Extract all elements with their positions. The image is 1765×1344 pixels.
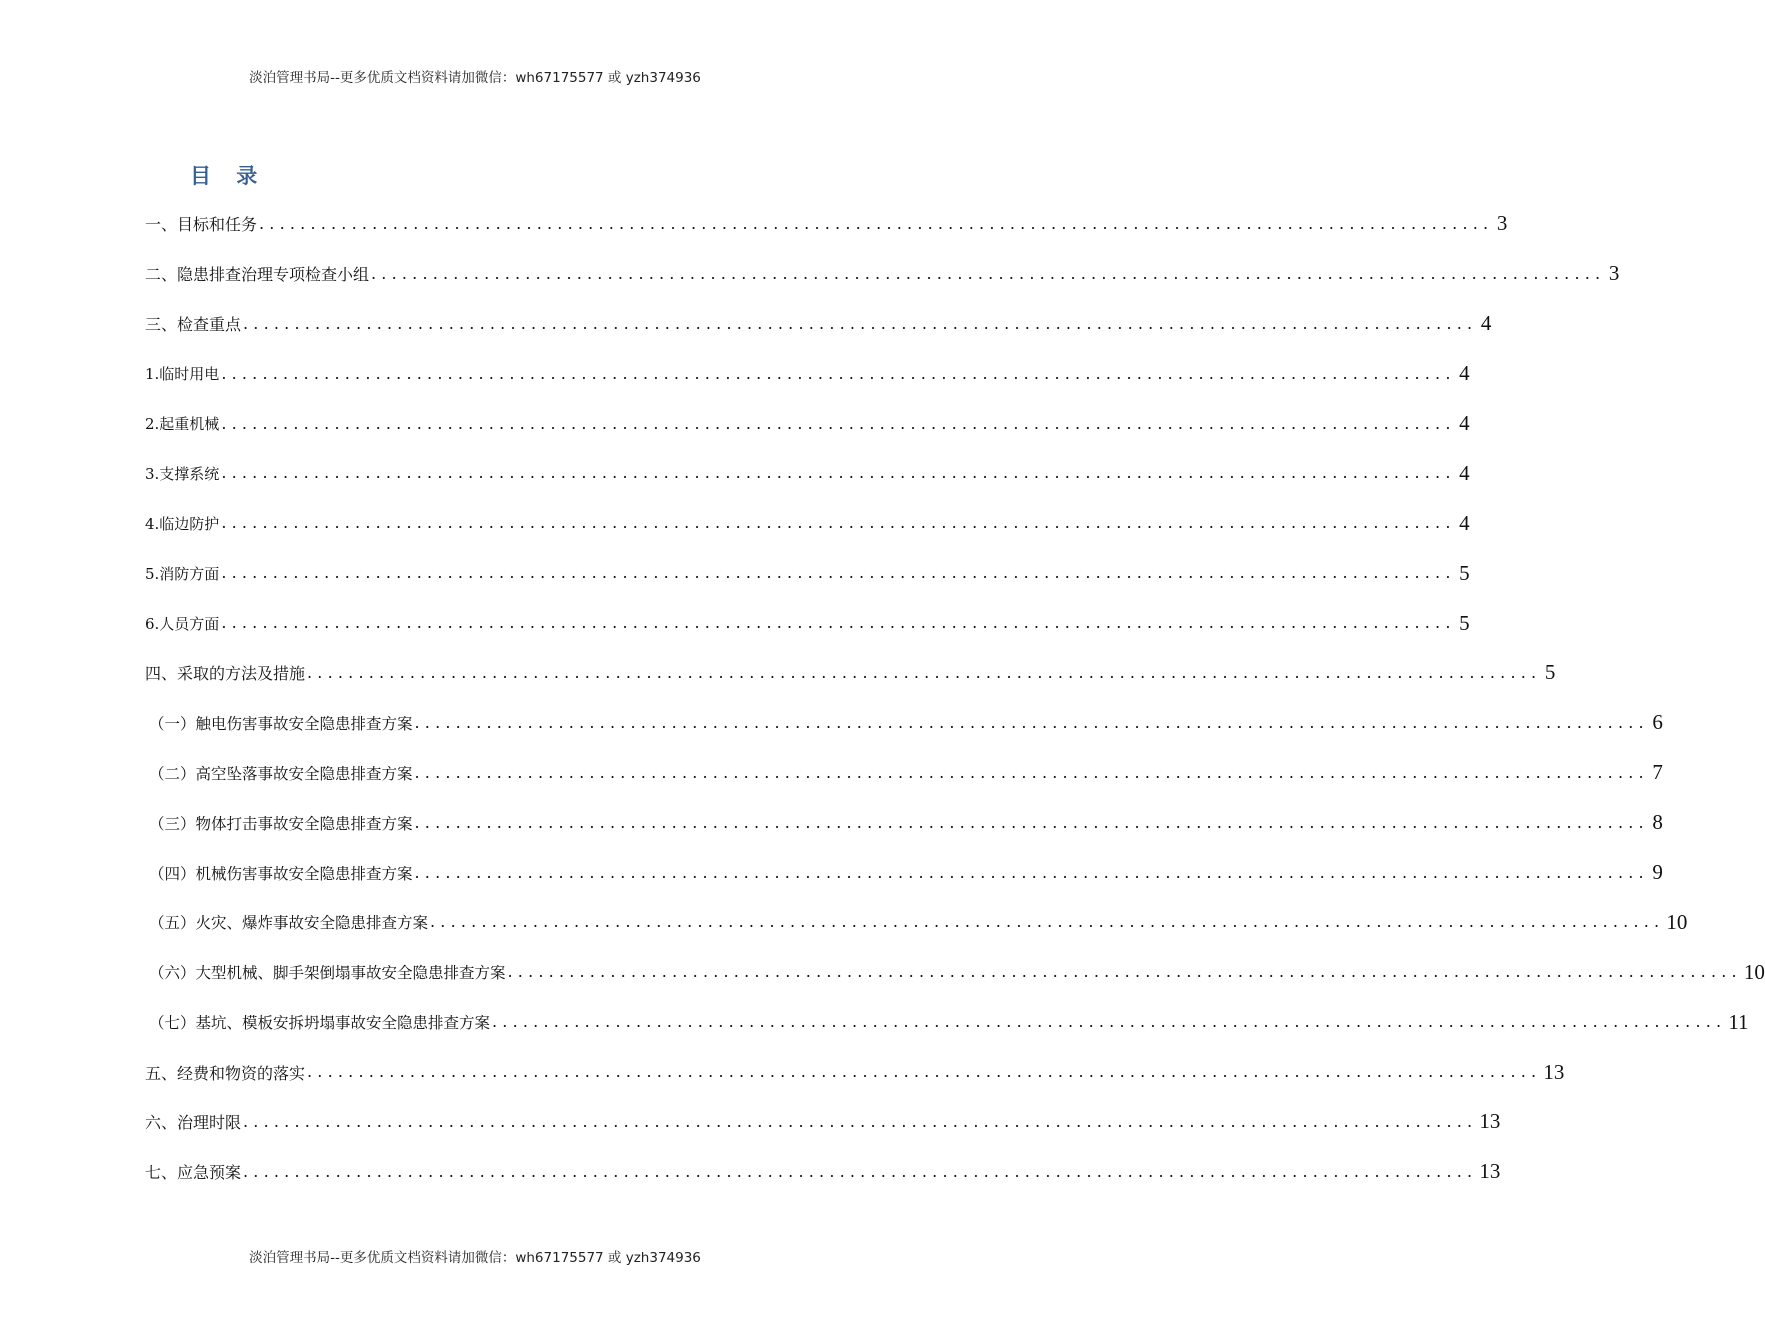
toc-entry-page: 3 — [1608, 261, 1620, 286]
toc-entry-page: 9 — [1652, 860, 1663, 885]
toc-leader-dots: ........................................................................................................................ — [221, 363, 1456, 383]
toc-entry[interactable] — [145, 399, 1470, 449]
toc-entry-page: 5 — [1459, 610, 1470, 635]
toc-entry-label: （六）大型机械、脚手架倒塌事故安全隐患排查方案 — [149, 964, 506, 983]
toc-entry-label: 一、目标和任务 — [145, 215, 258, 235]
toc-entry-label: 四、采取的方法及措施 — [145, 664, 306, 684]
toc-leader-dots: ........................................................................................................................ — [221, 463, 1456, 483]
toc-entry[interactable] — [145, 548, 1470, 598]
toc-entry-label: 3.支撑系统 — [145, 464, 220, 483]
toc-entry-page: 3 — [1496, 211, 1508, 236]
toc-leader-dots: ........................................................................................................................ — [492, 1012, 1727, 1032]
toc-entry-label: 三、检查重点 — [145, 315, 242, 335]
toc-entry-page: 13 — [1543, 1059, 1565, 1084]
page-header: 淡泊管理书局--更多优质文档资料请加微信：wh67175577 或 yzh374936 — [249, 70, 701, 86]
page-footer: 淡泊管理书局--更多优质文档资料请加微信：wh67175577 或 yzh374936 — [249, 1250, 701, 1266]
toc-entry-label: 五、经费和物资的落实 — [145, 1063, 306, 1083]
toc-entry[interactable] — [145, 997, 1749, 1047]
toc-entry-page: 4 — [1480, 311, 1492, 336]
toc-entry[interactable] — [145, 648, 1556, 698]
toc-entry-page: 8 — [1652, 810, 1663, 835]
toc-entry-page: 5 — [1459, 560, 1470, 585]
toc-entry[interactable] — [145, 947, 1765, 997]
toc-leader-dots: ........................................................................................................................ — [221, 563, 1456, 583]
toc-entry[interactable] — [145, 848, 1663, 898]
toc-entry[interactable] — [145, 199, 1508, 249]
toc-leader-dots: ........................................................................................................................ — [307, 662, 1542, 682]
toc-entry-page: 6 — [1652, 710, 1663, 735]
toc-entry[interactable] — [145, 1147, 1501, 1197]
toc-entry[interactable] — [145, 897, 1688, 947]
toc-entry[interactable] — [145, 598, 1470, 648]
toc-leader-dots: ........................................................................................................................ — [259, 213, 1494, 233]
toc-entry-page: 13 — [1479, 1109, 1501, 1134]
toc-entry[interactable] — [145, 349, 1470, 399]
toc-entry-page: 13 — [1479, 1159, 1501, 1184]
toc-entry-label: 六、治理时限 — [145, 1113, 242, 1133]
toc-entry-page: 4 — [1459, 460, 1470, 485]
toc-entry-label: 6.人员方面 — [145, 614, 220, 633]
toc-entry-page: 7 — [1652, 760, 1663, 785]
toc-entry-label: 2.起重机械 — [145, 415, 220, 433]
toc-entry-label: 二、隐患排查治理专项检查小组 — [145, 265, 370, 285]
toc-entry-label: 1.临时用电 — [145, 365, 220, 384]
toc-leader-dots: ........................................................................................................................ — [414, 712, 1649, 732]
table-of-contents — [145, 199, 1765, 1197]
toc-entry-label: （五）火灾、爆炸事故安全隐患排查方案 — [149, 914, 429, 933]
toc-entry[interactable] — [145, 448, 1470, 498]
toc-leader-dots: ........................................................................................................................ — [243, 313, 1478, 333]
toc-leader-dots: ........................................................................................................................ — [243, 1161, 1478, 1181]
toc-leader-dots: ........................................................................................................................ — [507, 962, 1742, 982]
toc-leader-dots: ........................................................................................................................ — [221, 413, 1456, 433]
toc-entry-label: 5.消防方面 — [145, 564, 220, 583]
toc-entry[interactable] — [145, 498, 1470, 548]
toc-entry[interactable] — [145, 798, 1663, 848]
toc-entry-label: （二）高空坠落事故安全隐患排查方案 — [149, 764, 413, 783]
toc-entry[interactable] — [145, 1047, 1565, 1097]
toc-entry[interactable] — [145, 698, 1663, 748]
toc-entry-page: 4 — [1459, 411, 1470, 435]
toc-entry-label: （四）机械伤害事故安全隐患排查方案 — [149, 864, 413, 883]
toc-title: 目 录 — [190, 164, 267, 188]
toc-entry[interactable] — [145, 1097, 1501, 1147]
toc-leader-dots: ........................................................................................................................ — [307, 1062, 1542, 1082]
toc-entry-label: （七）基坑、模板安拆坍塌事故安全隐患排查方案 — [149, 1014, 491, 1033]
toc-entry-label: （三）物体打击事故安全隐患排查方案 — [149, 814, 413, 833]
toc-entry-page: 10 — [1666, 909, 1688, 934]
toc-leader-dots: ........................................................................................................................ — [430, 912, 1665, 932]
toc-entry-page: 10 — [1743, 959, 1765, 984]
toc-leader-dots: ........................................................................................................................ — [371, 263, 1606, 283]
toc-leader-dots: ........................................................................................................................ — [414, 762, 1649, 782]
toc-leader-dots: ........................................................................................................................ — [414, 812, 1649, 832]
toc-entry-page: 4 — [1459, 510, 1470, 535]
toc-leader-dots: ........................................................................................................................ — [221, 513, 1456, 533]
toc-leader-dots: ........................................................................................................................ — [414, 862, 1649, 882]
toc-entry-label: 4.临边防护 — [145, 514, 220, 533]
toc-entry-page: 4 — [1459, 361, 1470, 386]
toc-entry-label: 七、应急预案 — [145, 1163, 242, 1183]
toc-entry-label: （一）触电伤害事故安全隐患排查方案 — [149, 714, 413, 733]
toc-entry-page: 5 — [1544, 660, 1556, 685]
toc-entry[interactable] — [145, 748, 1663, 798]
toc-entry[interactable] — [145, 249, 1620, 299]
toc-entry[interactable] — [145, 299, 1492, 349]
toc-leader-dots: ........................................................................................................................ — [221, 613, 1456, 633]
toc-entry-page: 11 — [1728, 1009, 1749, 1034]
toc-leader-dots: ........................................................................................................................ — [243, 1111, 1478, 1131]
